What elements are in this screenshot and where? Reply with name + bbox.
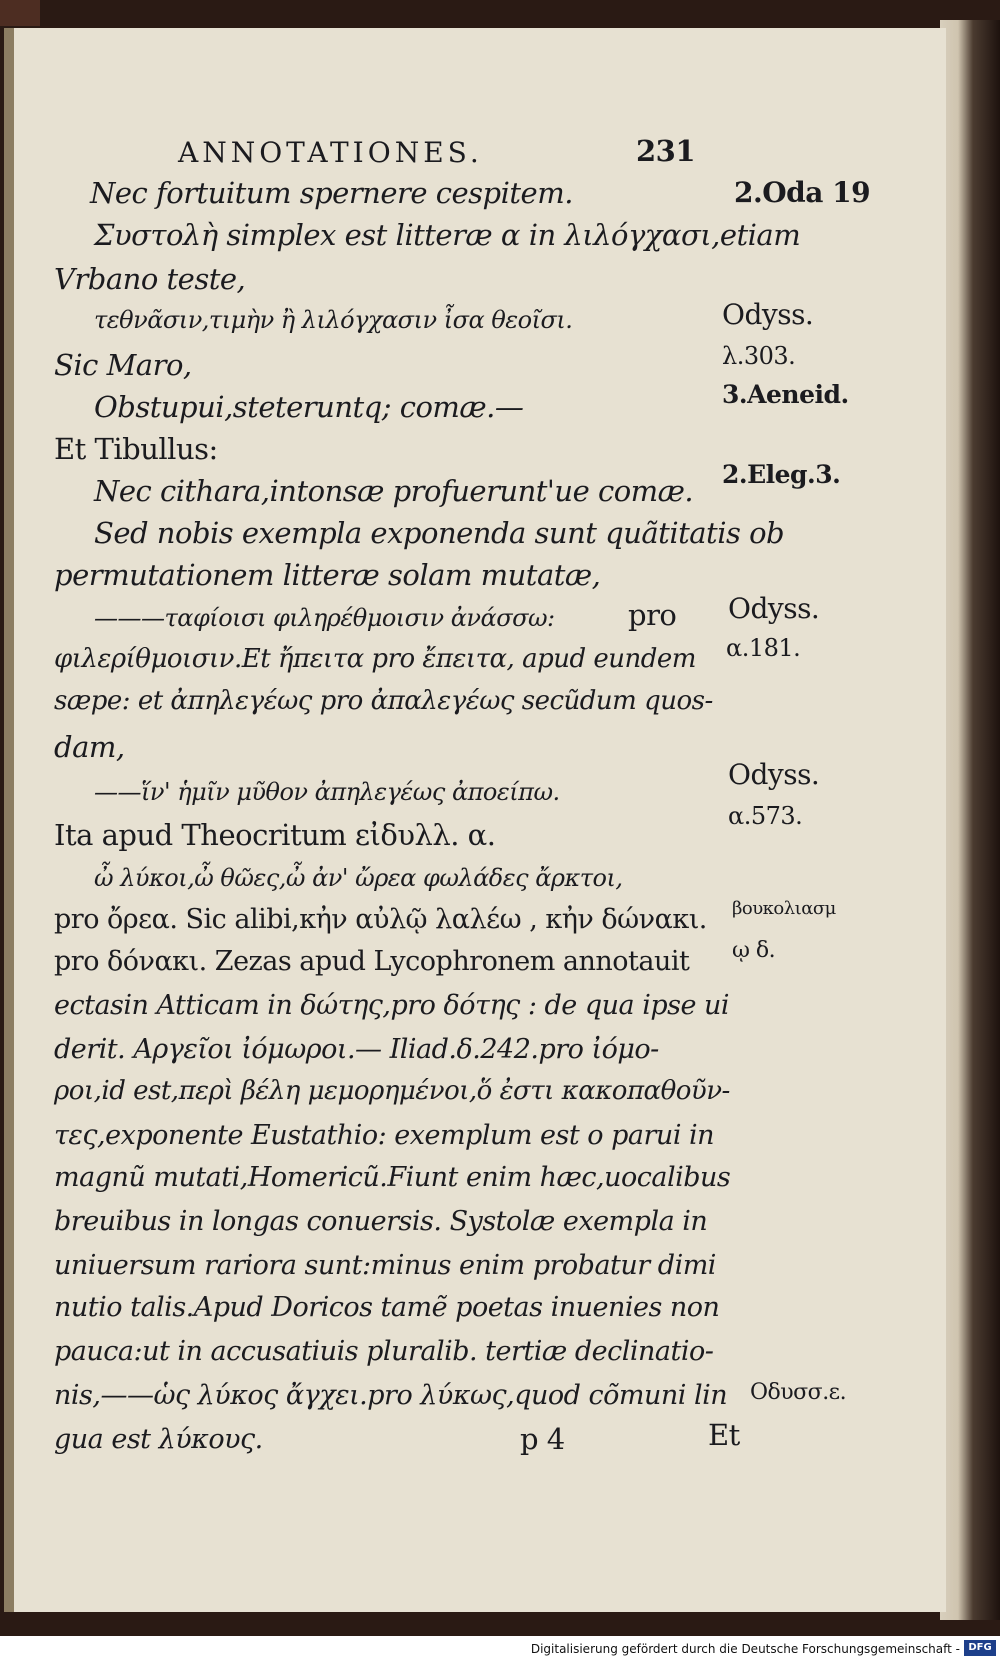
page-edge	[940, 20, 1000, 1620]
text-line: Ita apud Theocritum εἰδυλλ. α.	[54, 818, 496, 852]
text-line: ——ἵν' ἡμῖν μῦθον ἀπηλεγέως ἀποείπω.	[94, 778, 560, 806]
text-line: ὦ λύκοι,ὦ θῶες,ὦ ἀν' ὤρεα φωλάδες ἄρκτοι,	[94, 864, 623, 892]
margin-note: 2.Oda 19	[734, 176, 871, 209]
text-line: Sed nobis exempla exponenda sunt quãtitatis ob	[94, 516, 785, 550]
text-line: Nec cithara,intonsæ profuerunt'ue comæ.	[94, 474, 694, 508]
text-line: dam,	[54, 730, 125, 764]
text-line: pro δόνακι. Zezas apud Lycophronem annotauit	[54, 946, 690, 977]
text-line: τες,exponente Eustathio: exemplum est o parui in	[54, 1120, 715, 1151]
digitization-credit: Digitalisierung gefördert durch die Deutsche Forschungsgemeinschaft -	[530, 1642, 960, 1656]
signature-mark: p 4	[520, 1422, 565, 1456]
text-line: permutationem litteræ solam mutatæ,	[54, 558, 601, 592]
margin-note: βουκολιασμ	[732, 898, 836, 919]
text-line: ectasin Atticam in δώτης,pro δότης : de qua ipse ui	[54, 990, 730, 1021]
inline-pro: pro	[628, 598, 677, 632]
text-line: τεθνᾶσιν,τιμὴν ἢ λιλόγχασιν ἶσα θεοῖσι.	[94, 306, 573, 334]
page-number: 231	[636, 134, 696, 168]
margin-note: λ.303.	[722, 342, 796, 370]
text-line: sæpe: et ἀπηλεγέως pro ἀπαλεγέως secũdum quos-	[54, 686, 713, 716]
text-line: uniuersum rariora sunt:minus enim probatur dimi	[54, 1250, 716, 1281]
text-line: magnũ mutati,Homericũ.Fiunt enim hæc,uocalibus	[54, 1162, 731, 1193]
text-line: Obstupui,steteruntq; comæ.—	[94, 390, 524, 424]
text-line: Sic Maro,	[54, 348, 192, 382]
running-header: ANNOTATIONES.	[178, 136, 483, 169]
margin-note: 3.Aeneid.	[722, 380, 849, 409]
margin-note: Οδυσσ.ε.	[750, 1380, 847, 1405]
margin-note: ῳ δ.	[732, 938, 776, 963]
margin-note: Odyss.	[728, 758, 820, 791]
text-line: Vrbano teste,	[54, 262, 246, 296]
text-line: φιλερίθμοισιν.Et ἤπειτα pro ἔπειτα, apud eundem	[54, 644, 696, 674]
text-line: nis,——ὡς λύκος ἄγχει.pro λύκως,quod cõmuni lin	[54, 1380, 728, 1411]
dfg-logo[interactable]: DFG	[964, 1640, 996, 1656]
text-line: derit. Αργεῖοι ἰόμωροι.— Iliad.δ.242.pro ἰόμο-	[54, 1034, 659, 1065]
text-line: gua est λύκους.	[54, 1424, 263, 1455]
ink-blot	[0, 0, 40, 26]
text-line: Συστολὴ simplex est litteræ α in λιλόγχασι,etiam	[94, 218, 801, 252]
margin-note: Odyss.	[722, 298, 814, 331]
text-line: pro ὄρεα. Sic alibi,κἠν αὐλῷ λαλέω , κἠν δώνακι.	[54, 904, 707, 935]
margin-note: α.573.	[728, 802, 803, 830]
margin-note: α.181.	[726, 634, 801, 662]
text-line: ροι,id est,περὶ βέλη μεμορημένοι,ὅ ἐστι κακοπαθοῦν-	[54, 1076, 730, 1106]
text-line: Et Tibullus:	[54, 432, 218, 466]
text-line: breuibus in longas conuersis. Systolæ exempla in	[54, 1206, 708, 1237]
catchword: Et	[708, 1418, 740, 1452]
text-line: Nec fortuitum spernere cespitem.	[90, 176, 573, 210]
text-line: pauca:ut in accusatiuis pluralib. tertiæ declinatio-	[54, 1336, 714, 1367]
margin-note: 2.Eleg.3.	[722, 460, 841, 489]
margin-note: Odyss.	[728, 592, 820, 625]
text-line: ———ταφίοισι φιληρέθμοισιν ἀνάσσω:	[94, 604, 555, 632]
text-line: nutio talis.Apud Doricos tamẽ poetas inuenies non	[54, 1292, 720, 1323]
